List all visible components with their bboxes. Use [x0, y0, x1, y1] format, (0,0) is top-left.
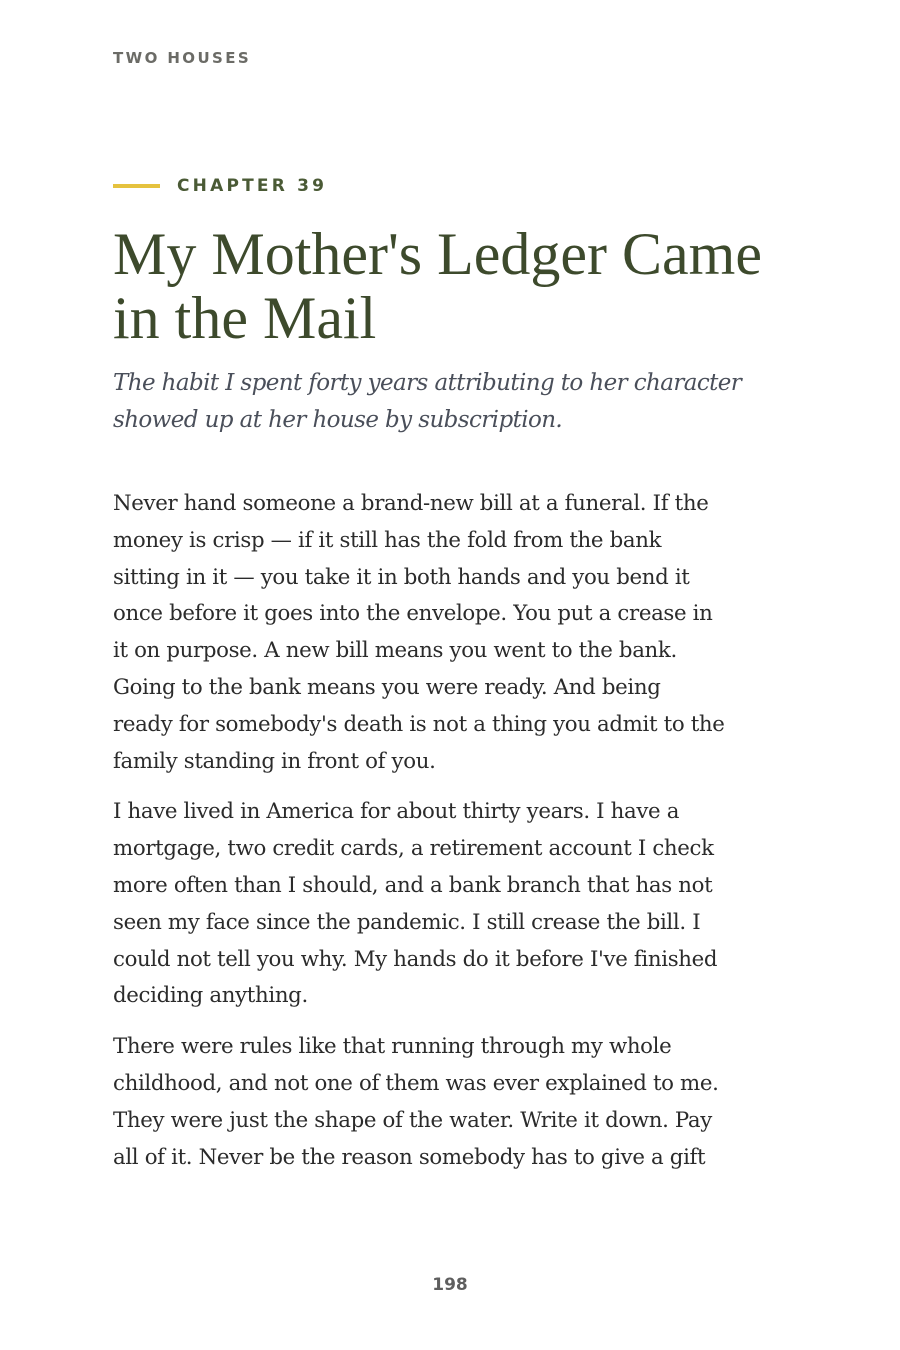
text-line: all of it. Never be the reason somebody has to give a gift	[113, 1144, 706, 1170]
chapter-accent-rule	[113, 184, 160, 188]
text-line: Never hand someone a brand-new bill at a funeral. If the	[113, 491, 709, 516]
body-paragraph	[113, 794, 803, 1015]
chapter-heading	[113, 176, 327, 196]
text-line: I have lived in America for about thirty years. I have a	[113, 799, 680, 825]
text-line: mortgage, two credit cards, a retirement account I check	[113, 836, 714, 862]
text-line: money is crisp — if it still has the fold from the bank	[113, 527, 662, 553]
text-line: Going to the bank means you were ready. And being	[113, 674, 661, 700]
text-line: more often than I should, and a bank branch that has not	[113, 872, 713, 898]
chapter-title-line: in the Mail	[113, 285, 377, 351]
text-line: They were just the shape of the water. Write it down. Pay	[113, 1107, 712, 1133]
text-line: could not tell you why. My hands do it before I've finished	[113, 946, 718, 972]
body-paragraph	[113, 1029, 803, 1176]
chapter-title-line: My Mother's Ledger Came	[113, 221, 762, 287]
text-line: family standing in front of you.	[113, 748, 436, 774]
chapter-subtitle-line: The habit I spent forty years attributing to her character	[113, 370, 742, 396]
text-line: sitting in it — you take it in both hands and you bend it	[113, 564, 690, 590]
chapter-label: CHAPTER 39	[177, 176, 328, 196]
text-line: it on purpose. A new bill means you went to the bank.	[113, 638, 677, 664]
text-line: ready for somebody's death is not a thing you admit to the	[113, 711, 725, 737]
text-line: deciding anything.	[113, 983, 308, 1009]
chapter-body	[113, 486, 803, 1190]
text-line: once before it goes into the envelope. You put a crease in	[113, 601, 713, 627]
text-line: There were rules like that running through my whole	[113, 1034, 672, 1060]
body-paragraph	[113, 486, 803, 780]
chapter-title	[113, 222, 813, 350]
running-head: TWO HOUSES	[113, 49, 252, 67]
chapter-subtitle-line: showed up at her house by subscription.	[113, 407, 563, 433]
text-line: seen my face since the pandemic. I still crease the bill. I	[113, 909, 701, 935]
page-number: 198	[432, 1275, 468, 1295]
text-line: childhood, and not one of them was ever explained to me.	[113, 1070, 719, 1096]
chapter-subtitle	[113, 365, 813, 439]
